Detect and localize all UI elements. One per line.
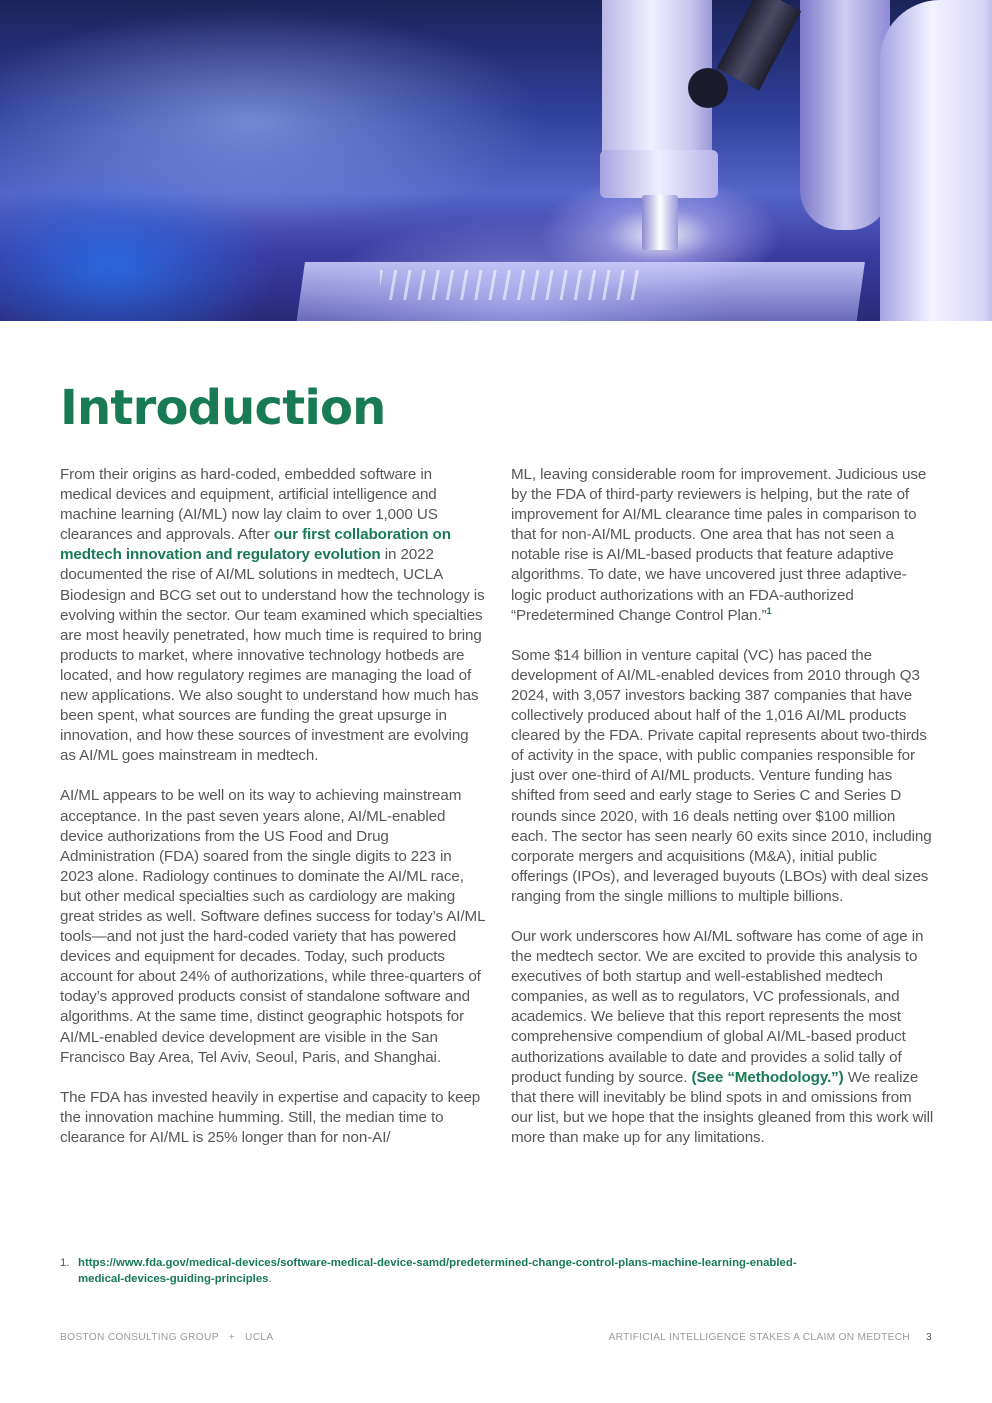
paragraph-text: Our work underscores how AI/ML software has come of age in the medtech sector. We are excited to provide this analysis to executives of both startup and well-established medtech companies, as well as to regulators, VC professionals, and academics. We believe that this report represents the most comprehensive compendium of global AI/ML-based product authorizations available to date and provides a solid tally of product funding by source. xyxy=(511,927,928,1086)
hero-robot-nozzle xyxy=(642,195,678,250)
paragraph-text: Some $14 billion in venture capital (VC) has paced the development of AI/ML-enabled devices from 2010 through Q3 2024, with 3,057 investors backing 387 companies that have collectively produced about half of the 1,016 AI/ML products cleared by the FDA. Private capital represents about two-thirds of activity in the space, with public companies responsible for just over one-third of AI/ML products. Venture funding has shifted from seed and early stage to Series C and Series D rounds since 2020, with 16 deals netting over $100 million each. The sector has seen nearly 60 exits since 2010, including corporate mergers and acquisitions (M&A), initial public offerings (IPOs), and leveraged buyouts (LBOs) with deal sizes ranging from the single millions to multiple billions. xyxy=(511,646,936,905)
paragraph xyxy=(511,646,936,907)
methodology-link[interactable]: (See “Methodology.”) xyxy=(691,1068,844,1086)
paragraph-text: AI/ML appears to be well on its way to achieving mainstream acceptance. In the past seven years alone, AI/ML-enabled device authorizations from the US Food and Drug Administration (FDA) soared from the single digits to 223 in 2023 alone. Radiology continues to dominate the AI/ML race, but other medical specialties such as cardiology are making great strides as well. Software defines success for today’s AI/ML tools—and not just the hard-coded variety that has powered devices and equipment for decades. Today, such products account for about 24% of authorizations, while three-quarters of today’s approved products consist of standalone software and algorithms. At the same time, distinct geographic hotspots for AI/ML-enabled device development are visible in the San Francisco Bay Area, Tel Aviv, Seoul, Paris, and Shanghai. xyxy=(60,787,489,1066)
hero-robot-tool xyxy=(717,0,802,91)
paragraph xyxy=(511,465,936,626)
footnote-url-line2[interactable]: medical-devices-guiding-principles xyxy=(78,1272,269,1285)
footer-org-ucla: UCLA xyxy=(245,1332,274,1343)
paragraph xyxy=(511,927,936,1148)
paragraph xyxy=(60,786,489,1067)
left-column xyxy=(60,465,489,1168)
right-column xyxy=(511,465,936,1168)
page-title: Introduction xyxy=(60,380,386,436)
footnote-reference[interactable]: 1 xyxy=(766,605,772,616)
paragraph-text: in 2022 documented the rise of AI/ML solutions in medtech, UCLA Biodesign and BCG set out to understand how the technology is evolving within the sector. Our team examined which specialties are most heavily penetrated, how much time is required to bring products to market, where innovative technology hotbeds are located, and how regulatory regimes are managing the load of new applications. We also sought to understand how much has been spent, what sources are funding the great upsurge in innovation, and how these sources of investment are evolving as AI/ML goes mainstream in medtech. xyxy=(60,546,489,765)
footnote xyxy=(60,1256,920,1287)
hero-robot-arm-right xyxy=(880,0,992,321)
collaboration-link[interactable]: our first collaboration on medtech innovation and regulatory evolution xyxy=(60,526,456,564)
footer-left xyxy=(60,1332,273,1343)
footnote-url-line1[interactable]: https://www.fda.gov/medical-devices/software-medical-device-samd/predetermined-change-control-plans-machine-learning-enabled- xyxy=(78,1257,797,1269)
footer-report-title: ARTIFICIAL INTELLIGENCE STAKES A CLAIM ON MEDTECH xyxy=(608,1332,911,1343)
footer-org-bcg: BOSTON CONSULTING GROUP xyxy=(60,1332,219,1343)
hero-robot-arm-collar xyxy=(600,150,718,198)
paragraph xyxy=(60,465,489,766)
hero-image xyxy=(0,0,992,321)
paragraph xyxy=(60,1088,485,1148)
hero-instrument-tray xyxy=(380,270,640,300)
page-number: 3 xyxy=(926,1332,932,1343)
footnote-number: 1. xyxy=(60,1257,70,1269)
hero-robot-joint xyxy=(688,68,728,108)
paragraph-text: From their origins as hard-coded, embedded software in medical devices and equipment, artificial intelligence and machine learning (AI/ML) now lay claim to over 1,000 US clearances and approvals. After xyxy=(60,466,442,544)
paragraph-text: ML, leaving considerable room for improvement. Judicious use by the FDA of third-party reviewers is helping, but the rate of improvement for AI/ML clearance time pales in comparison to that for non-AI/ML products. One area that has not seen a notable rise is AI/ML-based products that feature adaptive algorithms. To date, we have uncovered just three adaptive-logic product authorizations with an FDA-authorized “Predetermined Change Control Plan.” xyxy=(511,466,931,624)
paragraph-text: The FDA has invested heavily in expertise and capacity to keep the innovation machine humming. Still, the median time to clearance for AI/ML is 25% longer than for non-AI/ xyxy=(60,1088,485,1146)
hero-robot-arm-right-inner xyxy=(800,0,890,230)
footnote-period: . xyxy=(268,1272,272,1285)
paragraph-text: We realize that there will inevitably be blind spots in and omissions from our list, but we hope that the insights gleaned from this work will more than make up for any limitations. xyxy=(511,1068,938,1146)
footer-right xyxy=(609,1332,933,1343)
hero-blue-glow xyxy=(0,170,280,321)
footer-separator: + xyxy=(228,1332,236,1343)
